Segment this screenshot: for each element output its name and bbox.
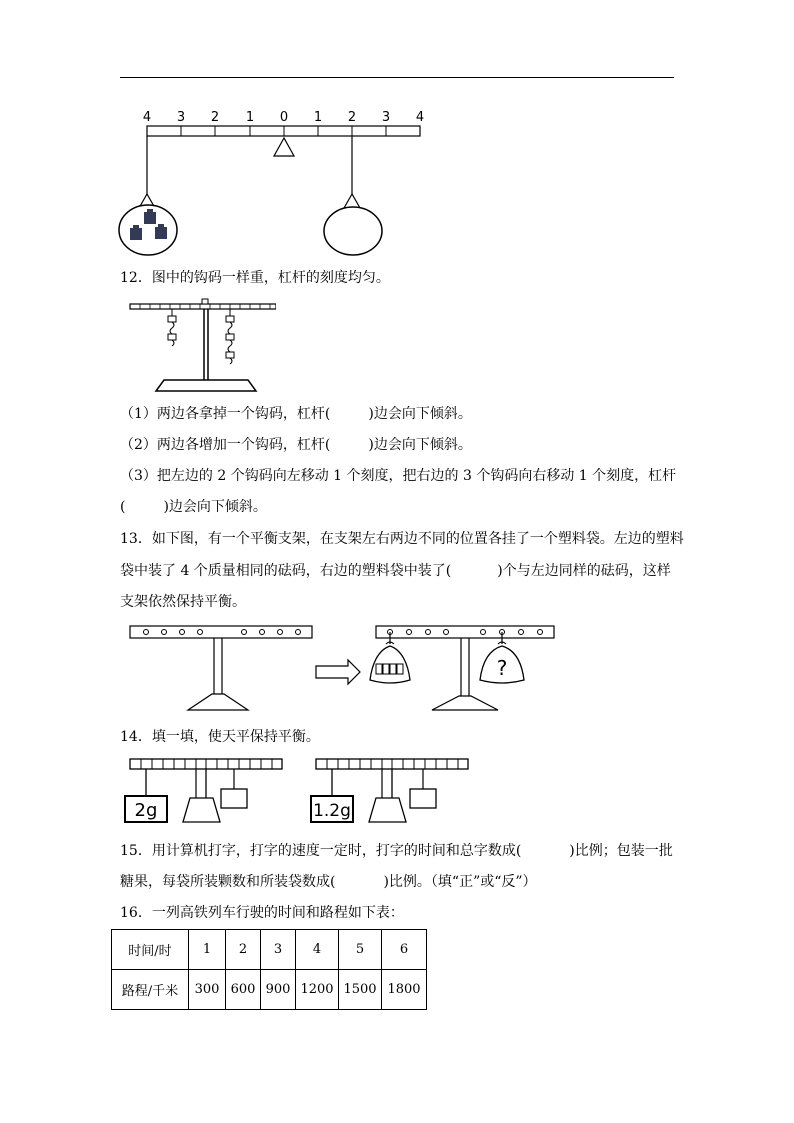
table-cell: 5	[339, 930, 382, 970]
table-cell: 1200	[296, 970, 339, 1010]
arrow-right-icon	[316, 660, 360, 684]
q12-sub3-line1: （3）把左边的 2 个钩码向左移动 1 个刻度，把右边的 3 个钩码向右移动 1 个刻度，杠杆	[120, 468, 677, 484]
q13-line1: 13．如下图，有一个平衡支架，在支架左右两边不同的位置各挂了一个塑料袋。左边的塑料	[120, 531, 684, 547]
header-rule	[120, 77, 674, 78]
table-row	[112, 970, 427, 1010]
right-bag	[324, 207, 382, 255]
balance-figure-q13	[126, 620, 566, 716]
q16-title: 16．一列高铁列车行驶的时间和路程如下表：	[120, 905, 404, 921]
lever-figure-q12	[126, 296, 276, 396]
q15-line2: 糖果，每袋所装颗数和所装袋数成( )比例。（填“正”或“反”）	[120, 874, 537, 890]
scale-label: 2	[347, 110, 357, 125]
table-header-cell: 时间/时	[112, 930, 189, 970]
table-cell: 600	[226, 970, 261, 1010]
table-cell: 2	[226, 930, 261, 970]
q12-sub2: （2）两边各增加一个钩码，杠杆( )边会向下倾斜。	[120, 437, 472, 453]
table-cell: 300	[189, 970, 226, 1010]
q12-title: 12．图中的钩码一样重，杠杆的刻度均匀。	[120, 270, 390, 286]
q12-sub3-line2: ( )边会向下倾斜。	[120, 499, 267, 515]
scale-label: 1	[313, 110, 323, 125]
scale-label: 2	[210, 110, 220, 125]
scale-label: 3	[381, 110, 391, 125]
table-cell: 1500	[339, 970, 382, 1010]
q13-line2: 袋中装了 4 个质量相同的砝码，右边的塑料袋中装了( )个与左边同样的砝码，这样	[120, 563, 671, 579]
table-row	[112, 930, 427, 970]
table-cell: 1800	[382, 970, 427, 1010]
lever-figure-top	[110, 100, 440, 260]
table-header-cell: 路程/千米	[112, 970, 189, 1010]
scale-label: 4	[142, 110, 152, 125]
weight-label-left: 2g	[134, 800, 158, 821]
table-cell: 6	[382, 930, 427, 970]
weight-label-right: 1.2g	[313, 801, 351, 821]
scale-labels	[143, 110, 424, 125]
fulcrum-triangle	[274, 138, 294, 156]
scale-label: 3	[176, 110, 186, 125]
q12-sub1: （1）两边各拿掉一个钩码，杠杆( )边会向下倾斜。	[120, 406, 472, 422]
q15-line1: 15．用计算机打字，打字的速度一定时，打字的时间和总字数成( )比例；包装一批	[120, 843, 673, 859]
table-cell: 3	[261, 930, 296, 970]
scale-label: 4	[415, 110, 425, 125]
q14-title: 14．填一填，使天平保持平衡。	[120, 729, 320, 745]
table-cell: 1	[189, 930, 226, 970]
question-mark: ?	[496, 656, 508, 680]
balance-figure-q14	[120, 756, 480, 826]
scale-label: 1	[245, 110, 255, 125]
q13-line3: 支架依然保持平衡。	[120, 594, 246, 610]
table-cell: 900	[261, 970, 296, 1010]
scale-label: 0	[279, 110, 289, 125]
data-table	[111, 929, 427, 1010]
table-cell: 4	[296, 930, 339, 970]
